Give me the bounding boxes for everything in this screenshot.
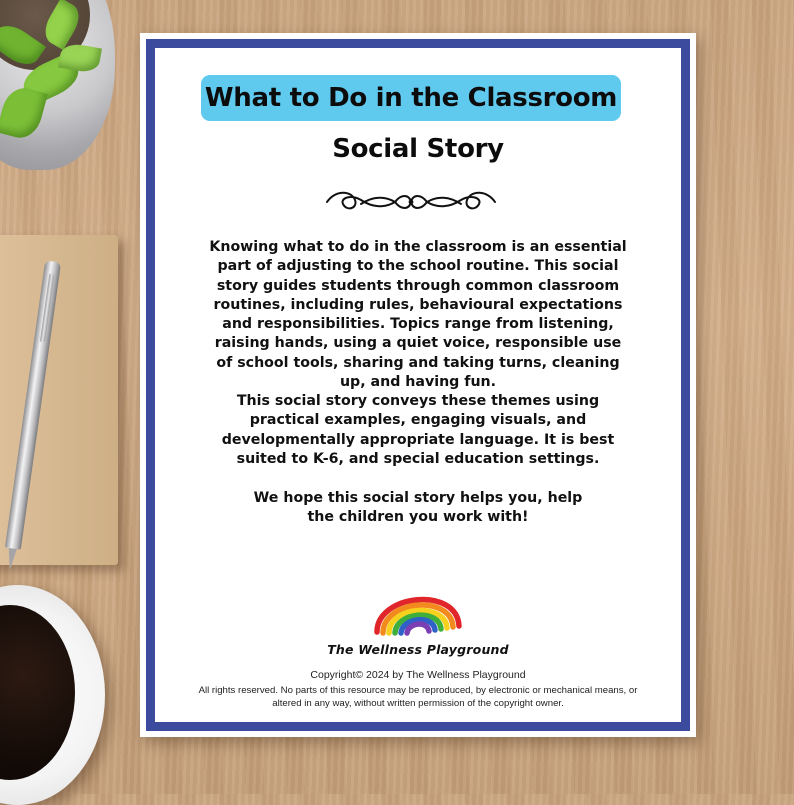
themes-paragraph: This social story conveys these themes using practical examples, engaging visuals, and developmentally appropriate language. It is best suited to K-6, and special education settings. [221,393,615,467]
title-banner [201,75,621,121]
page-content [155,48,681,722]
intro-paragraph: Knowing what to do in the classroom is an essential part of adjusting to the school routine. This social story guides students through common classroom routines, including rules, behavioural expectations and responsibilities. Topics range from listening, raising hands, using a quiet voice, responsible use of school tools, sharing and taking turns, cleaning up, and having fun. [209,239,627,391]
rainbow-logo-icon [369,576,465,636]
page-subtitle: Social Story [332,134,504,164]
copyright-line: Copyright© 2024 by The Wellness Playground [310,669,526,681]
flourish-divider-icon [321,186,501,218]
brand-name: The Wellness Playground [327,642,509,657]
rights-notice: All rights reserved. No parts of this resource may be reproduced, by electronic or mechanical means, or altered in any way, without written permission of the copyright owner. [198,685,638,709]
closing-paragraph: We hope this social story helps you, help the children you work with! [253,490,583,526]
page-title: What to Do in the Classroom [204,83,618,113]
document-page [140,33,696,737]
